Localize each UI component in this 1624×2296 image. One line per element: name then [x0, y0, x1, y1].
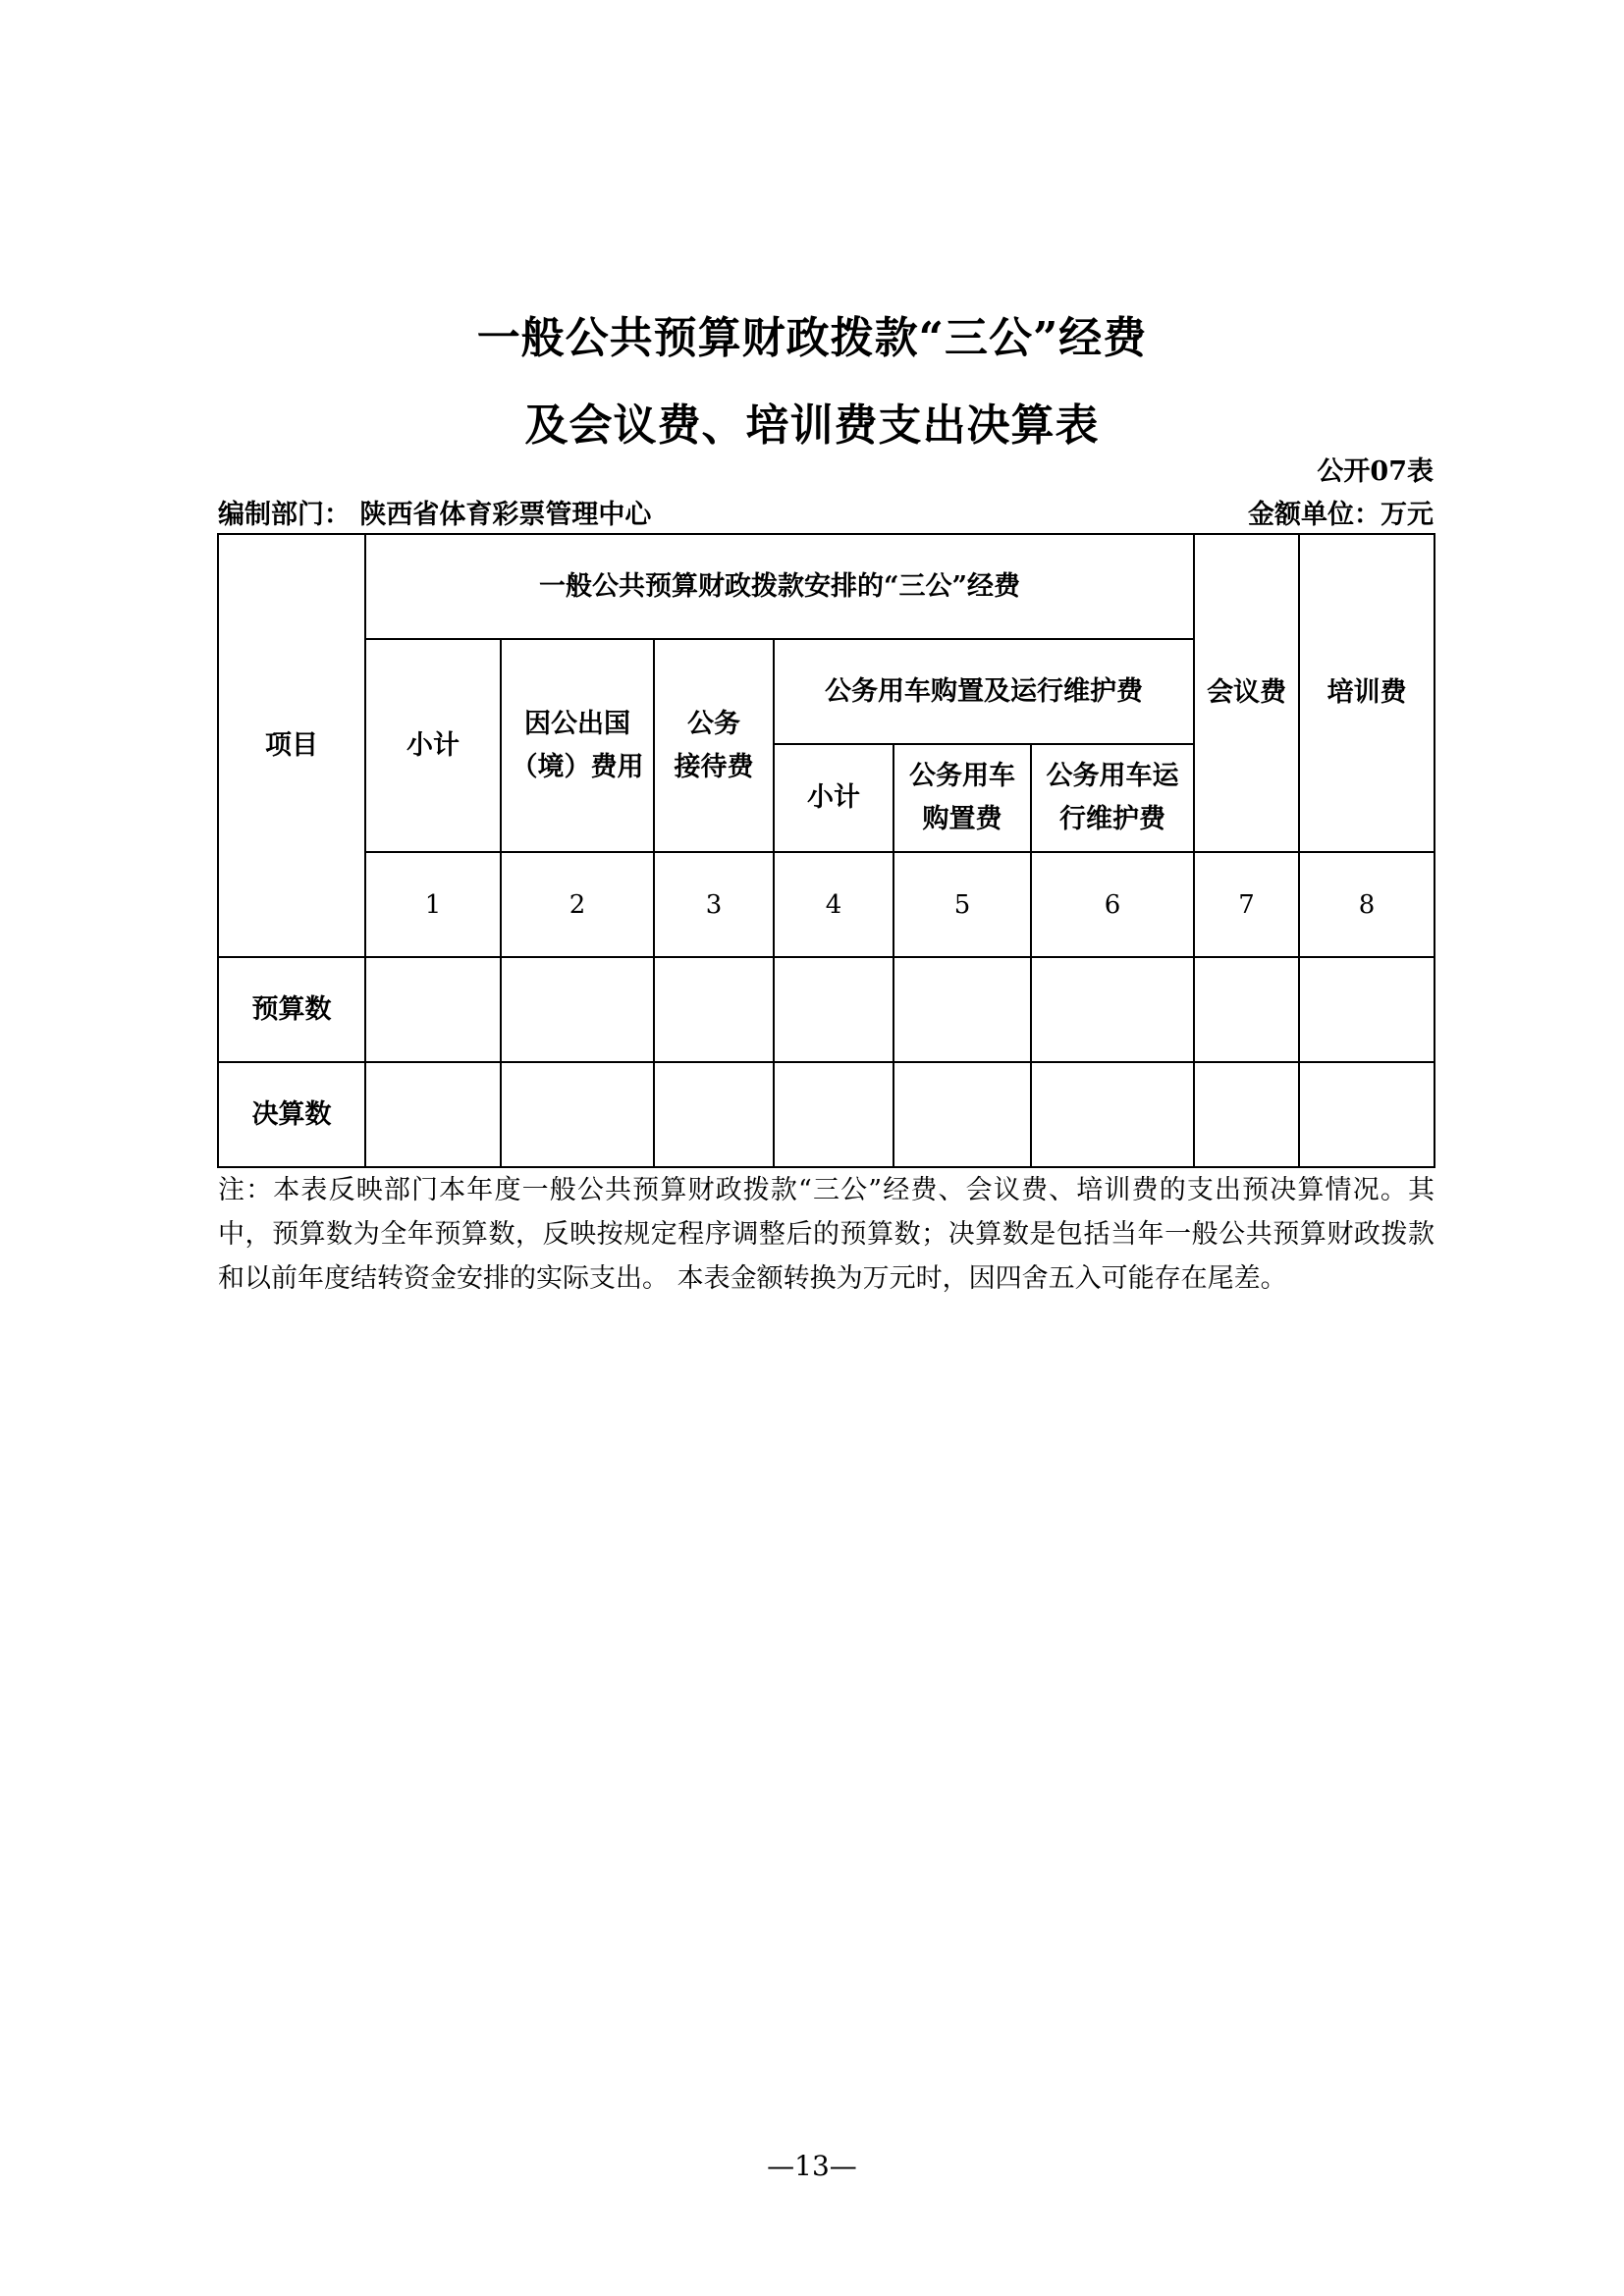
table-row-final: [218, 1062, 1435, 1167]
table-cell: [1194, 957, 1299, 1062]
table-cell: [1031, 957, 1194, 1062]
column-number: 5: [893, 852, 1031, 957]
header-vehicle-maintenance-line2: 行维护费: [1059, 804, 1166, 834]
header-subtotal: 小计: [365, 639, 501, 852]
table-cell: [1194, 1062, 1299, 1167]
header-reception-fee: [654, 639, 774, 852]
header-reception-line2: 接待费: [674, 751, 754, 782]
table-cell: [654, 957, 774, 1062]
header-abroad-line2: （境）费用: [511, 751, 644, 782]
expenditure-table: [217, 533, 1435, 1168]
document-title-line1: 一般公共预算财政拨款“三公”经费: [476, 313, 1148, 363]
table-cell: [1299, 957, 1435, 1062]
header-training-fee: 培训费: [1299, 534, 1435, 852]
header-item: 项目: [218, 534, 365, 957]
table-cell: [893, 1062, 1031, 1167]
header-vehicle-purchase: [893, 744, 1031, 852]
table-cell: [893, 957, 1031, 1062]
page-number: —13—: [767, 2150, 857, 2182]
table-code: 公开07表: [1317, 456, 1434, 487]
table-cell: [501, 957, 654, 1062]
table-row-budget: [218, 957, 1435, 1062]
column-number: 7: [1194, 852, 1299, 957]
table-cell: [365, 1062, 501, 1167]
header-vehicle-subtotal: 小计: [774, 744, 893, 852]
table-cell: [501, 1062, 654, 1167]
column-number: 2: [501, 852, 654, 957]
column-number: 3: [654, 852, 774, 957]
table-cell: [1299, 1062, 1435, 1167]
header-vehicle-purchase-line2: 购置费: [922, 804, 1002, 834]
header-vehicle-maintenance-line1: 公务用车运: [1046, 761, 1179, 791]
table-cell: [774, 957, 893, 1062]
table-cell: [654, 1062, 774, 1167]
amount-unit: 金额单位：万元: [1248, 500, 1434, 530]
column-number: 8: [1299, 852, 1435, 957]
row-label-budget: 预算数: [218, 957, 365, 1062]
header-vehicle-group: 公务用车购置及运行维护费: [774, 639, 1194, 744]
header-three-public-group: 一般公共预算财政拨款安排的“三公”经费: [365, 534, 1194, 639]
table-cell: [774, 1062, 893, 1167]
column-number: 4: [774, 852, 893, 957]
column-number: 6: [1031, 852, 1194, 957]
header-reception-line1: 公务: [687, 708, 740, 739]
header-abroad-fee: [501, 639, 654, 852]
header-vehicle-maintenance: [1031, 744, 1194, 852]
header-vehicle-purchase-line1: 公务用车: [909, 761, 1015, 791]
row-label-final: 决算数: [218, 1062, 365, 1167]
compiling-department: 编制部门： 陕西省体育彩票管理中心: [218, 500, 652, 530]
header-meeting-fee: 会议费: [1194, 534, 1299, 852]
table-cell: [365, 957, 501, 1062]
table-cell: [1031, 1062, 1194, 1167]
document-title-line2: 及会议费、培训费支出决算表: [524, 400, 1100, 451]
column-number: 1: [365, 852, 501, 957]
table-note: 注：本表反映部门本年度一般公共预算财政拨款“三公”经费、会议费、培训费的支出预决算情况。其中，预算数为全年预算数，反映按规定程序调整后的预算数；决算数是包括当年一般公共预算财政拨款和以前年度结转资金安排的实际支出。 本表金额转换为万元时，因四舍五入可能存在尾差。: [218, 1175, 1435, 1294]
header-abroad-line1: 因公出国: [524, 708, 630, 739]
